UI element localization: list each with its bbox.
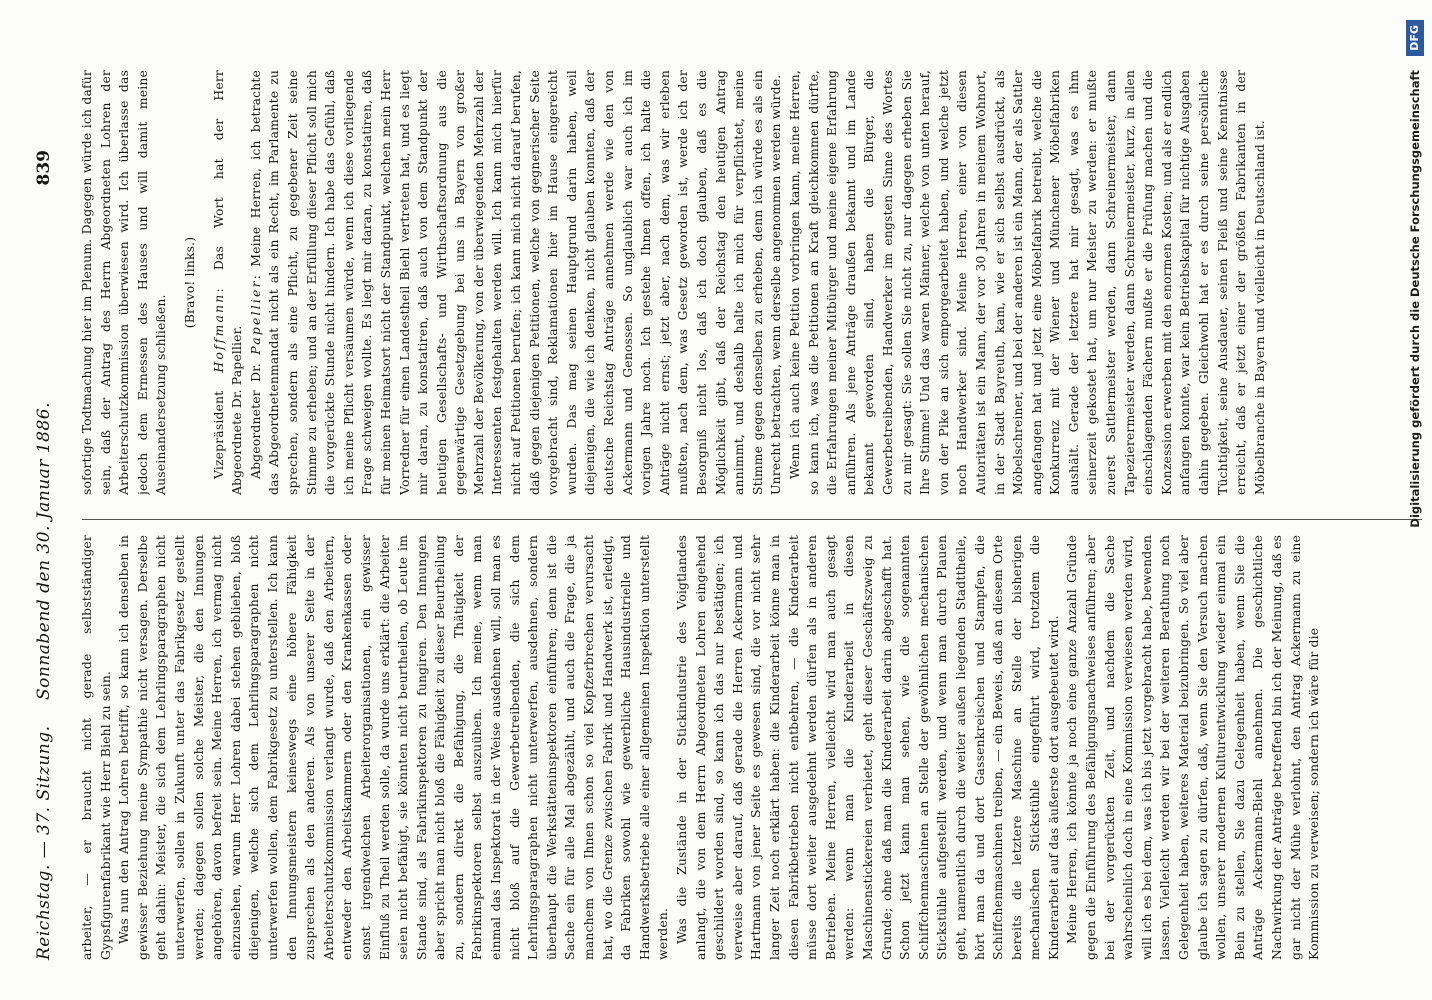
speech-paragraph: Wenn ich auch keine Petition vorbringen kann, meine Herren, so kann ich, was die Petitionen an Kraft gleichkommen dürfte, die Erfahrungen meiner Mitbürger und meine eigene Erfahrung anführen. Als jene Anträge draußen bekannt und im Lande bekannt geworden sind, haben die Bürger, die Gewerbetreibenden, Handwerker im engsten Sinne des Wortes zu mir gesagt: Sie sollen Sie nicht zu, nur dagegen erheben Sie Ihre Stimme! Und das waren Männer, welche von unten herauf, von der Pike an sich emporgearbeitet haben, und welche jetzt noch Handwerker sind. Meine Herren, einer von diesen Autoritäten ist ein Mann, der vor 30 Jahren in meinem Wohnort, in der Stadt Bayreuth, kam, wie er sich selbst ausdrückt, als Möbelschreiner, und bei der anderen ist ein Mann, der als Sattler angefangen hat und jetzt eine Möbelfabrik betreibt, welche die Konkurrenz mit der Wiener und Münchener Möbelfabriken aushält. Gerade der letztere hat mir gesagt, was es ihm seinerzeit gekostet hat, um nur Meister zu werden: er mußte zuerst Sattlermeister werden, dann Schreinermeister, dann Tapezierermeister werden, dann Schreinermeister, kurz, in allen einschlagenden Fächern mußte er die Prüfung machen und die Konzession erwerben mit den enormen Kosten; und als er endlich anfangen konnte, war kein Betriebskapital für nichtige Ausgaben dahin gegeben. Gleichwohl hat er es durch seine persönliche Tüchtigkeit, seine Ausdauer, seinen Fleiß und seine Kenntnisse erreicht, daß er jetzt einer der größten Fabrikanten in der Möbelbranche in Bayern und vielleicht in Deutschland ist.: [786, 70, 1267, 495]
paragraph: Meine Herren, ich könnte ja noch eine ganze Anzahl Gründe gegen die Einführung des Befähigungsnachweises anführen; aber bei der vorgerückten Zeit, und nachdem die Sache wahrscheinlich doch in eine Kommission verwiesen werden wird, will ich es bei dem, was ich bis jetzt vorgebracht habe, bewenden lassen. Vielleicht werden wir bei der weiteren Berathung noch Gelegenheit haben, weiteres Material beizubringen. So viel aber glaube ich sagen zu dürfen, daß, wenn Sie den Versuch machen wollen, unserer modernen Kulturentwicklung wieder einmal ein Bein zu stellen, Sie dazu Gelegenheit haben, wenn Sie die Anträge Ackermann-Biehl annehmen. Die geschichtliche Nachwirkung der Anträge betreffend bin ich der Meinung, daß es gar nicht der Mühe verlohnt, den Antrag Ackermann zu eine Kommission zu verweisen; sondern ich wäre für die: [1064, 535, 1322, 960]
speech-paragraph: [247, 70, 786, 495]
paragraph: sofortige Todtmachung hier im Plenum. Dagegen würde ich dafür sein, daß der Antrag des Herrn Abgeordneten Lohren der Arbeiterschutzkommission überwiesen wird. Ich überlasse das jedoch dem Ermessen des Hauses und will damit meine Auseinandersetzung schließen.: [79, 70, 169, 495]
page-number: 839: [34, 150, 54, 186]
paragraph: Was die Zustände in der Stickindustrie des Voigtlandes anlangt, die von dem Herrn Abgeordneten Lohren eingehend geschildert worden sind, so kann ich das nur bestätigen; ich verweise aber darauf, daß gerade die Herren Ackermann und Hartmann von jener Seite es gewesen sind, die vor nicht sehr langer Zeit noch erklärt haben: die Kinderarbeit könne man in diesen Fabrikbetrieben nicht entbehren, — die Kinderarbeit müsse dort weiter ausgedehnt werden dürfen als in anderen Betrieben. Meine Herren, vielleicht wird man auch gesagt werden: wenn man die Kinderarbeit in diesen Maschinenstickereien verbietet, geht dieser Geschäftszweig zu Grunde; ohne daß man die Kinderarbeit darin abgeschafft hat. Schon jetzt kann man sehen, wie die sogenannten Schiffchenmaschinen an Stelle der gewöhnlichen mechanischen Stickstühle aufgestellt werden, und wenn man durch Plauen geht, namentlich durch die weiter außen liegenden Stadttheile, hört man da und dort Gassenkreischen und Stampfen, die Schiffchenmaschinen treiben, — ein Beweis, daß an diesem Orte bereits die letztere Maschine an Stelle der bisherigen mechanischen Stickstühle eingeführt wird, trotzdem die Kinderarbeit auf das äußerste dort ausgebeutet wird.: [674, 535, 1061, 960]
speaker-intro: Abgeordneter Dr.: [247, 363, 263, 479]
vp-text: : Das Wort hat der Herr Abgeordnete Dr. Papellier.: [210, 70, 245, 495]
paragraph: Was nun den Antrag Lohren betrifft, so kann ich denselben in gewisser Beziehung meine Sympathie nicht versagen. Derselbe geht dahin: Meister, die sich dem Lehrlingsparagraphen nicht unterwerfen, sollen in Zukunft unter das Fabrikgesetz gestellt werden; dagegen sollen solche Meister, die den Innungen angehören, davon befreit sein. Meine Herren, ich vermag nicht einzusehen, warum Herr Lohren dabei stehen geblieben, bloß diejenigen, welche sich dem Lehrlingsparagraphen nicht unterwerfen wollen, dem Fabrikgesetz zu unterstellen. Ich kann den Innungsmeistern keineswegs eine höhere Fähigkeit zusprechen als den anderen. Als von unserer Seite in der Arbeiterschutzkommission verlangt wurde, daß den Arbeitern, entweder den Arbeitskammern oder den Krankenkassen oder sonst irgendwelchen Arbeiterorganisationen, ein gewisser Einfluß zu Theil werden solle, da wurde uns erklärt: die Arbeiter seien nicht befähigt, sie könnten nicht beurtheilen, ob Leute im Stande sind, als Fabrikinspektoren zu fungiren. Den Innungen aber spricht man nicht bloß die Fähigkeit zu dieser Beurtheilung zu, sondern direkt die Befähigung, die Thätigkeit der Fabrikinspektoren selbst auszuüben. Ich meine, wenn man einmal das Inspektorat in der Weise ausdehnen will, soll man es nicht bloß auf die Gewerbetreibenden, die sich dem Lehrlingsparagraphen nicht unterwerfen, ausdehnen, sondern überhaupt die Werkstätteninspektoren einführen; denn ist die Sache ein für alle Mal abgezählt, und auch die Frage, die ja manchem von Ihnen schon so viel Kopfzerbrechen verursacht hat, wo die Grenze zwischen Fabrik und Handwerk ist, erledigt, da Fabriken sowohl wie gewerbliche Hausindustrielle und Handwerksbetriebe alle einer allgemeinen Inspektion unterstellt werden.: [116, 535, 671, 960]
page-header: [0, 0, 82, 1000]
running-head-left: Reichstag. — 37. Sitzung.: [34, 725, 54, 960]
vp-title: Vizepräsident: [210, 390, 226, 479]
running-head-date: Sonnabend den 30. Januar 1886.: [34, 401, 54, 700]
paragraph: arbeiter, — er braucht nicht gerade selbstständiger Gypsfigurenfabrikant wie Herr Biehl zu sein.: [79, 535, 113, 960]
page-footer: [1402, 0, 1430, 1000]
speaker-name: Papellier: [247, 279, 263, 355]
vp-name: Hoffmann: [210, 292, 226, 373]
right-column: [78, 70, 1278, 495]
digitization-credit: Digitalisierung gefördert durch die Deutsche Forschungsgemeinschaft: [1408, 70, 1422, 528]
column-divider: [82, 519, 1422, 520]
dfg-logo: DFG: [1406, 20, 1424, 56]
applause-note: (Bravo! links.): [181, 236, 197, 329]
left-column: [78, 535, 1388, 960]
vice-president-line: [210, 70, 247, 495]
speech-text: : Meine Herren, ich betrachte das Abgeordnetenmandat nicht als ein Recht, im Parlamente zu sprechen, sondern als eine Pflicht, zu gegebener Zeit seine Stimme zu erheben; und an der Erfüllung dieser Pflicht soll mich die vorgerückte Stunde nicht hindern. Ich habe das Gefühl, daß ich meine Pflicht versäumen würde, wenn ich diese vorliegende Frage schweigen wollte. Es liegt mir daran, zu konstatiren, daß für meinen Heimatsort nicht der Standpunkt, welchen mein Herr Vorredner für einen Landestheil Biehl vertreten hat, und es liegt mir daran, zu konstatiren, daß auch von dem Standpunkt der heutigen Gesellschafts- und Wirthschaftsordnung aus die gegenwärtige Gesetzgebung bei uns in Bayern von großer Mehrzahl der Bevölkerung, von der überwiegenden Mehrzahl der Interessenten festgehalten werden will. Ich kann mich hierfür nicht auf Petitionen berufen; ich kann mich nicht darauf berufen, daß gegen diejenigen Petitionen, welche von gegnerischer Seite vorgebracht sind, Reklamationen hier im Hause eingereicht wurden. Das mag seinen Hauptgrund darin haben, weil diejenigen, die wie ich denken, nicht glauben konnten, daß der deutsche Reichstag Anträge annehmen werde wie den von Ackermann und Genossen. So unglaublich war auch ich im vorigen Jahre noch. Ich gestehe Ihnen offen, ich halte die Anträge nicht ernst; jetzt aber, nach dem, was wir erleben mußten, nach dem, was Gesetz geworden ist, werde ich der Besorgniß nicht los, daß ich doch glauben, daß es die Möglichkeit gibt, daß der Reichstag den heutigen Antrag annimmt, und deshalb halte ich mich für verpflichtet, meine Stimme gegen denselben zu erheben, denn ich würde es als ein Unrecht betrachten, wenn derselbe angenommen werden würde.: [247, 70, 784, 495]
